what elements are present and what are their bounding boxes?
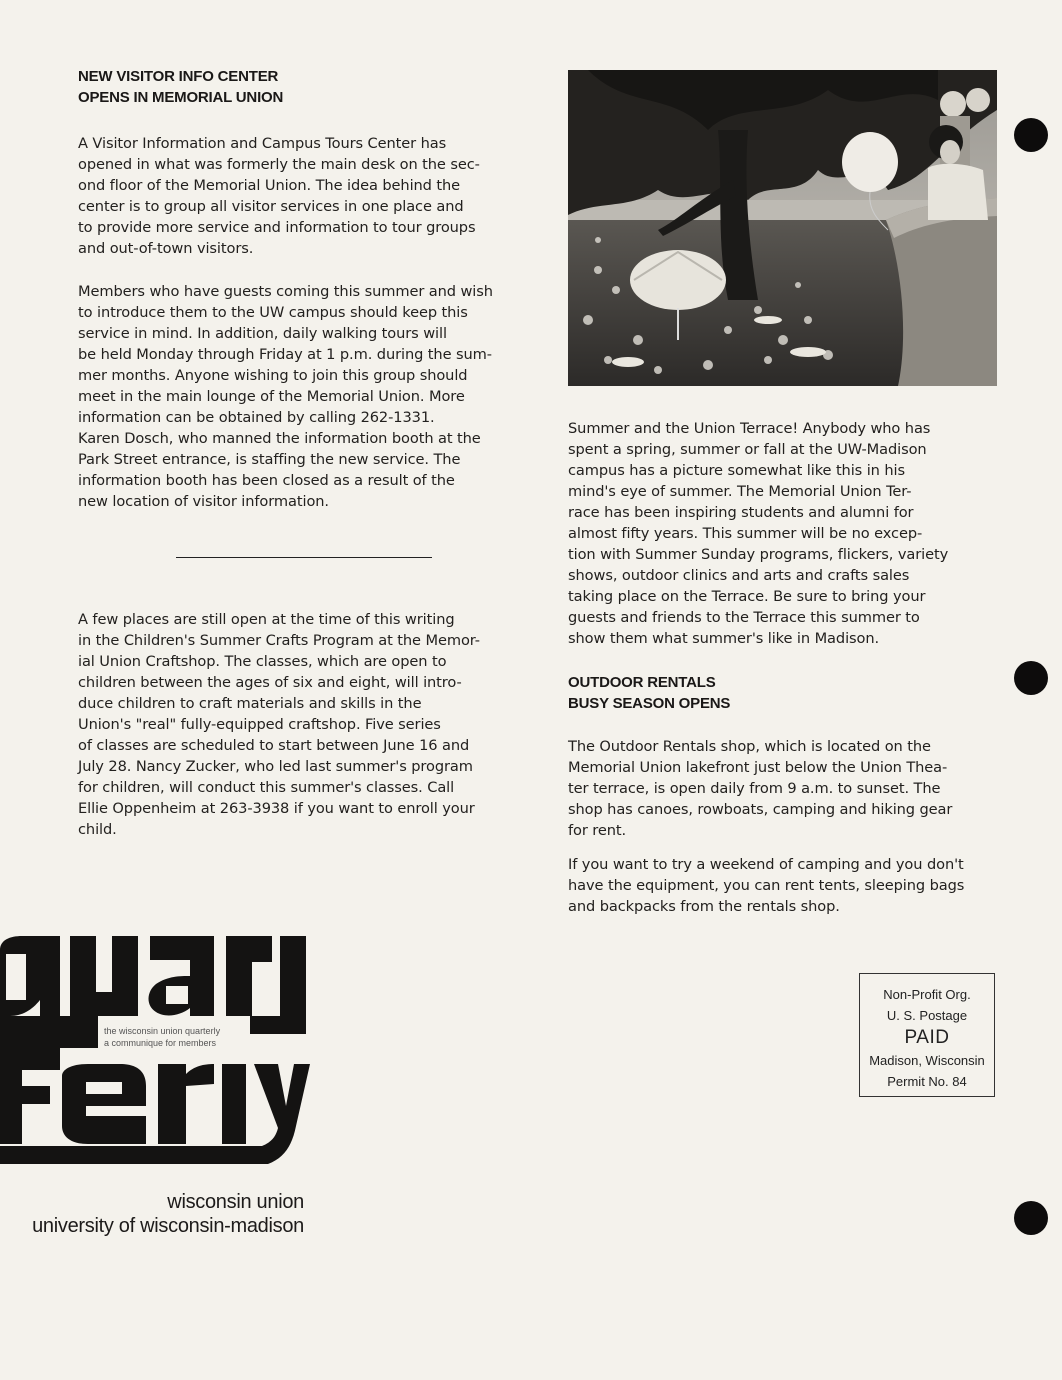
- text-line: shows, outdoor clinics and arts and crafts sales: [568, 567, 910, 584]
- postage-line: U. S. Postage: [886, 1008, 968, 1023]
- logo-subtitle: [104, 1025, 244, 1049]
- postage-line: Permit No. 84: [887, 1074, 967, 1089]
- text-line: mer months. Anyone wishing to join this group should: [78, 367, 468, 384]
- postage-line: Madison, Wisconsin: [869, 1053, 985, 1068]
- heading-line: BUSY SEASON OPENS: [568, 695, 731, 712]
- heading-line: OPENS IN MEMORIAL UNION: [78, 89, 284, 106]
- text-line: ter terrace, is open daily from 9 a.m. to sunset. The: [568, 780, 941, 797]
- visitor-center-paragraph: [78, 133, 480, 259]
- text-line: tion with Summer Sunday programs, flickers, variety: [568, 546, 949, 563]
- text-line: A few places are still open at the time of this writing: [78, 611, 455, 628]
- text-line: ial Union Craftshop. The classes, which are open to: [78, 653, 447, 670]
- text-line: information can be obtained by calling 262-1331.: [78, 409, 435, 426]
- text-line: July 28. Nancy Zucker, who led last summer's program: [78, 758, 473, 775]
- text-line: A Visitor Information and Campus Tours Center has: [78, 135, 447, 152]
- text-line: new location of visitor information.: [78, 493, 329, 510]
- quarterly-logo: [0, 936, 310, 1168]
- outdoor-rentals-heading: [568, 672, 730, 714]
- text-line: information booth has been closed as a result of the: [78, 472, 455, 489]
- binder-hole: [1014, 1201, 1048, 1235]
- text-line: and backpacks from the rentals shop.: [568, 898, 840, 915]
- text-line: center is to group all visitor services in one place and: [78, 198, 464, 215]
- text-line: Memorial Union lakefront just below the Union Thea-: [568, 759, 948, 776]
- heading-line: OUTDOOR RENTALS: [568, 674, 716, 691]
- terrace-paragraph: [568, 418, 948, 649]
- publisher-name: wisconsin union: [167, 1191, 304, 1213]
- text-line: meet in the main lounge of the Memorial Union. More: [78, 388, 465, 405]
- subtitle-line: a communique for members: [104, 1038, 217, 1048]
- text-line: in the Children's Summer Crafts Program at the Memor-: [78, 632, 480, 649]
- visitor-center-heading: [78, 66, 283, 108]
- postage-line: Non-Profit Org.: [883, 987, 971, 1002]
- text-line: have the equipment, you can rent tents, sleeping bags: [568, 877, 965, 894]
- postage-indicia: [859, 973, 995, 1097]
- text-line: of classes are scheduled to start between June 16 and: [78, 737, 470, 754]
- university-name: university of wisconsin-madison: [32, 1215, 304, 1237]
- subtitle-line: the wisconsin union quarterly: [104, 1026, 221, 1036]
- postage-paid: PAID: [904, 1027, 950, 1048]
- text-line: campus has a picture somewhat like this in his: [568, 462, 905, 479]
- heading-line: NEW VISITOR INFO CENTER: [78, 68, 279, 85]
- text-line: mind's eye of summer. The Memorial Union Ter-: [568, 483, 912, 500]
- crafts-program-paragraph: [78, 609, 480, 840]
- union-terrace-photo: [568, 70, 997, 386]
- text-line: for rent.: [568, 822, 627, 839]
- text-line: Summer and the Union Terrace! Anybody who has: [568, 420, 931, 437]
- walking-tours-paragraph: [78, 281, 493, 512]
- camping-paragraph: [568, 854, 964, 917]
- text-line: children between the ages of six and eight, will intro-: [78, 674, 462, 691]
- text-line: shop has canoes, rowboats, camping and hiking gear: [568, 801, 953, 818]
- text-line: spent a spring, summer or fall at the UW-Madison: [568, 441, 927, 458]
- text-line: to introduce them to the UW campus should keep this: [78, 304, 468, 321]
- text-line: Park Street entrance, is staffing the new service. The: [78, 451, 461, 468]
- binder-hole: [1014, 118, 1048, 152]
- text-line: opened in what was formerly the main desk on the sec-: [78, 156, 480, 173]
- binder-hole: [1014, 661, 1048, 695]
- text-line: If you want to try a weekend of camping and you don't: [568, 856, 964, 873]
- text-line: duce children to craft materials and skills in the: [78, 695, 422, 712]
- text-line: race has been inspiring students and alumni for: [568, 504, 914, 521]
- text-line: ond floor of the Memorial Union. The idea behind the: [78, 177, 461, 194]
- text-line: Karen Dosch, who manned the information booth at the: [78, 430, 481, 447]
- section-divider: [176, 557, 432, 558]
- text-line: Members who have guests coming this summer and wish: [78, 283, 493, 300]
- text-line: for children, will conduct this summer's classes. Call: [78, 779, 455, 796]
- text-line: almost fifty years. This summer will be no excep-: [568, 525, 923, 542]
- text-line: service in mind. In addition, daily walking tours will: [78, 325, 447, 342]
- text-line: Union's "real" fully-equipped craftshop. Five series: [78, 716, 441, 733]
- text-line: and out-of-town visitors.: [78, 240, 254, 257]
- text-line: be held Monday through Friday at 1 p.m. during the sum-: [78, 346, 492, 363]
- text-line: guests and friends to the Terrace this summer to: [568, 609, 920, 626]
- text-line: child.: [78, 821, 117, 838]
- text-line: taking place on the Terrace. Be sure to bring your: [568, 588, 926, 605]
- text-line: show them what summer's like in Madison.: [568, 630, 880, 647]
- text-line: to provide more service and information to tour groups: [78, 219, 476, 236]
- text-line: Ellie Oppenheim at 263-3938 if you want to enroll your: [78, 800, 475, 817]
- text-line: The Outdoor Rentals shop, which is located on the: [568, 738, 931, 755]
- rentals-paragraph: [568, 736, 952, 841]
